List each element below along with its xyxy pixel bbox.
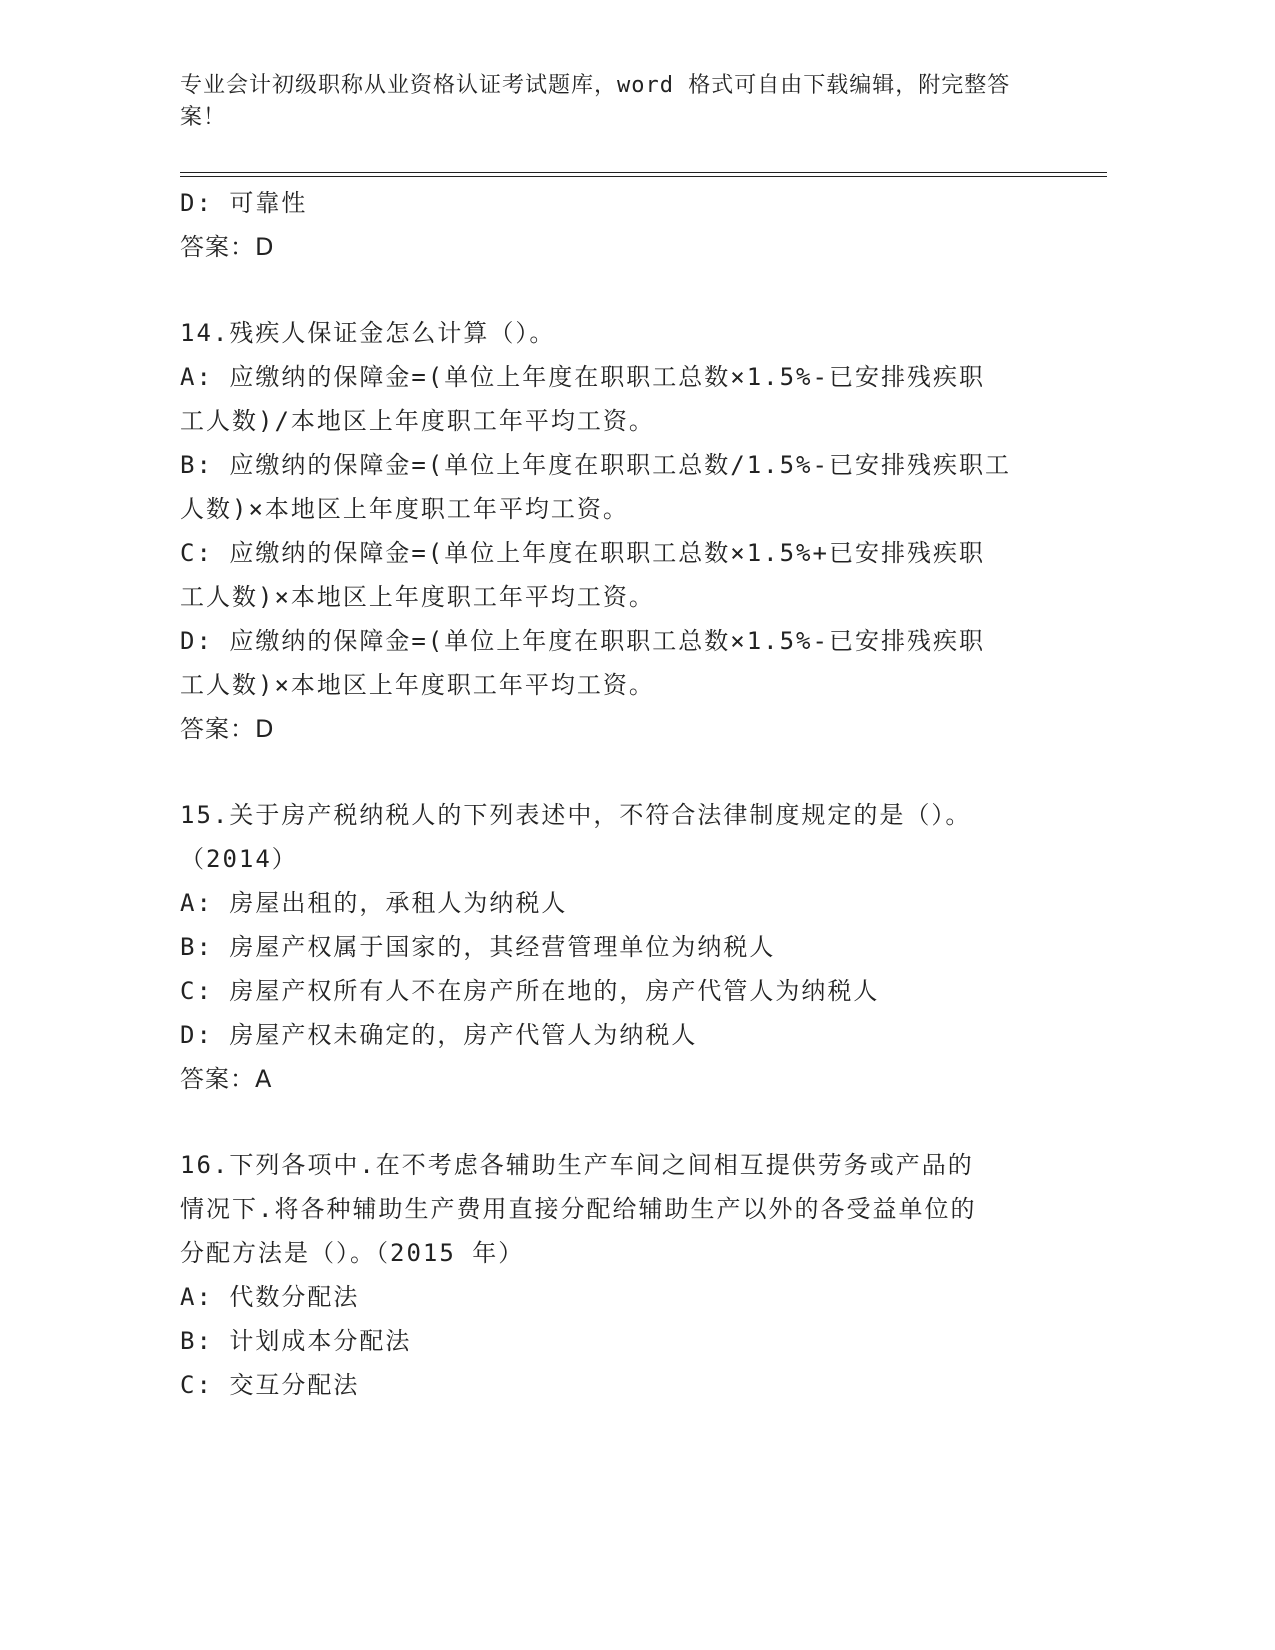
option-a: A: 代数分配法 <box>180 1283 360 1311</box>
option-line: B: 应缴纳的保障金=(单位上年度在职职工总数/1.5%-已安排残疾职工 <box>180 451 1011 479</box>
answer-label: 答案：D <box>180 233 275 261</box>
option-line: A: 应缴纳的保障金=(单位上年度在职职工总数×1.5%-已安排残疾职 <box>180 363 985 391</box>
question-text: 14.残疾人保证金怎么计算（）。 <box>180 319 556 347</box>
option-line: 工人数)×本地区上年度职工年平均工资。 <box>180 671 655 699</box>
option-line: 工人数)/本地区上年度职工年平均工资。 <box>180 407 655 435</box>
option-line: C: 应缴纳的保障金=(单位上年度在职职工总数×1.5%+已安排残疾职 <box>180 539 985 567</box>
question-text: 情况下.将各种辅助生产费用直接分配给辅助生产以外的各受益单位的 <box>180 1195 977 1223</box>
question-16 <box>180 1143 1080 1407</box>
option-b: B: 房屋产权属于国家的，其经营管理单位为纳税人 <box>180 933 776 961</box>
option-line: D: 应缴纳的保障金=(单位上年度在职职工总数×1.5%-已安排残疾职 <box>180 627 985 655</box>
document-body <box>180 181 1080 1407</box>
header-line-1: 专业会计初级职称从业资格认证考试题库，word 格式可自由下载编辑，附完整答 <box>180 73 1011 98</box>
header-rule-bottom <box>180 176 1107 177</box>
question-text: 15.关于房产税纳税人的下列表述中，不符合法律制度规定的是（）。 <box>180 801 972 829</box>
option-d: D: 房屋产权未确定的，房产代管人为纳税人 <box>180 1021 698 1049</box>
question-year: （2014） <box>180 845 298 873</box>
option-a: A: 房屋出租的，承租人为纳税人 <box>180 889 568 917</box>
question-text: 16.下列各项中.在不考虑各辅助生产车间之间相互提供劳务或产品的 <box>180 1151 974 1179</box>
header-rule-top <box>180 172 1107 173</box>
option-d: D: 可靠性 <box>180 189 308 217</box>
option-b: B: 计划成本分配法 <box>180 1327 412 1355</box>
option-c: C: 房屋产权所有人不在房产所在地的，房产代管人为纳税人 <box>180 977 880 1005</box>
option-line: 人数)×本地区上年度职工年平均工资。 <box>180 495 629 523</box>
question-13-tail <box>180 181 1080 269</box>
answer-label: 答案：A <box>180 1065 273 1093</box>
answer-label: 答案：D <box>180 715 275 743</box>
header-line-2: 案！ <box>180 105 227 130</box>
option-c: C: 交互分配法 <box>180 1371 360 1399</box>
option-line: 工人数)×本地区上年度职工年平均工资。 <box>180 583 655 611</box>
question-15 <box>180 793 1080 1101</box>
question-14 <box>180 311 1080 751</box>
document-header <box>180 70 1060 134</box>
question-text: 分配方法是（）。（2015 年） <box>180 1239 525 1267</box>
